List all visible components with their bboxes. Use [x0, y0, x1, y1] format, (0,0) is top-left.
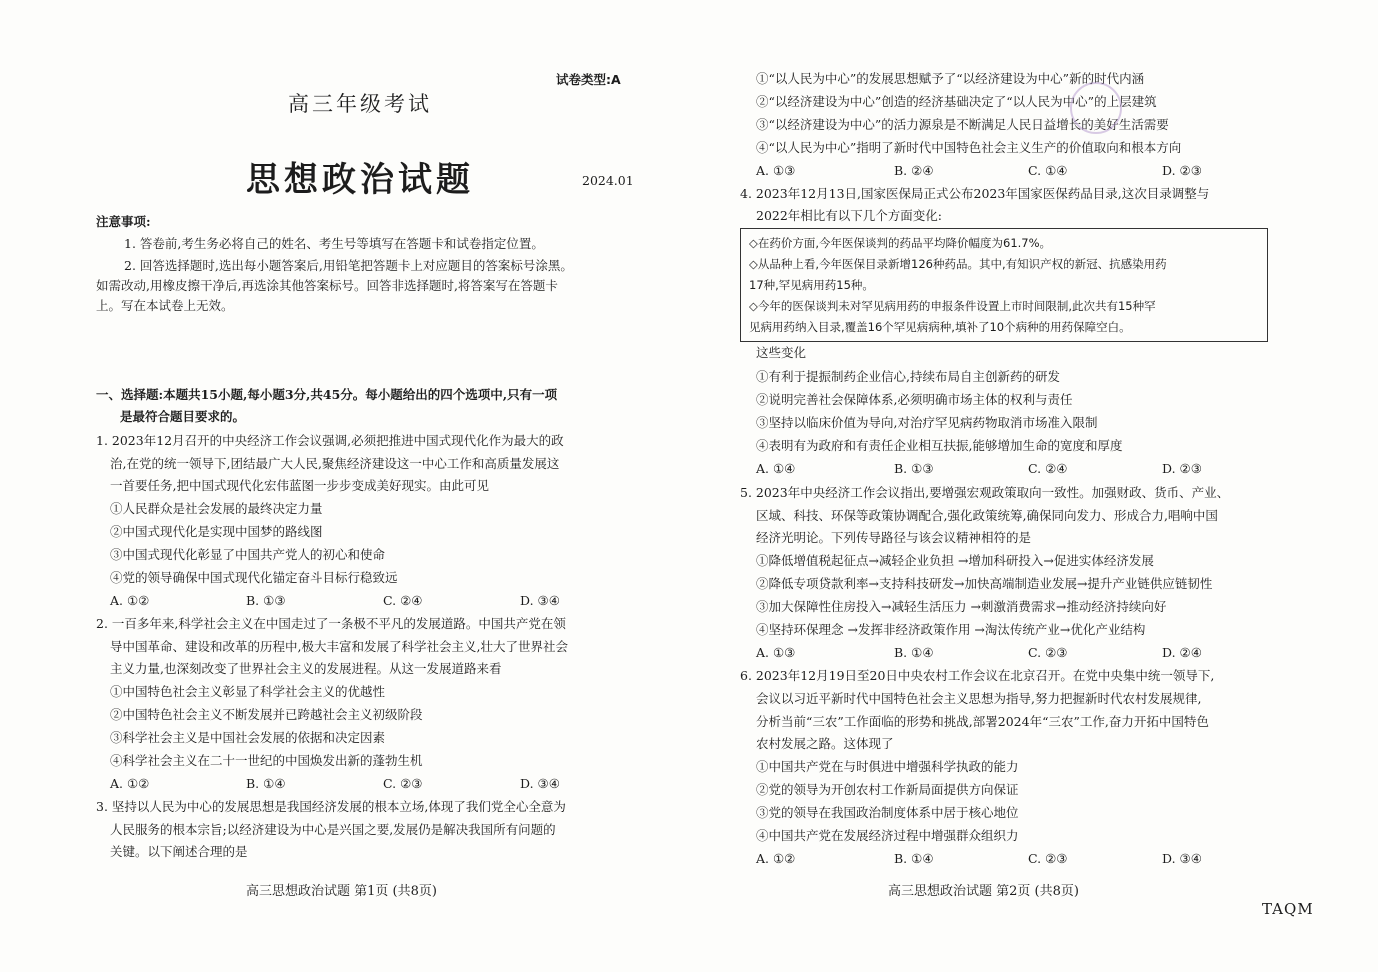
q3-item: ④“以人民为中心”指明了新时代中国特色社会主义生产的价值取向和根本方向 [756, 140, 1182, 155]
q5-item: ②降低专项贷款利率→支持科技研发→加快高端制造业发展→提升产业链供应链韧性 [756, 576, 1213, 591]
q2-stem: 导中国革命、建设和改革的历程中,极大丰富和发展了科学社会主义,壮大了世界社会 [110, 639, 568, 654]
q6-stem: 6. 2023年12月19日至20日中央农村工作会议在北京召开。在党中央集中统一领导下, [740, 668, 1215, 683]
q1-option-a[interactable]: A. ①② [110, 593, 150, 608]
section-heading: 是最符合题目要求的。 [120, 409, 246, 424]
q3-item: ①“以人民为中心”的发展思想赋予了“以经济建设为中心”新的时代内涵 [756, 71, 1145, 86]
q4-option-c[interactable]: C. ②④ [1028, 461, 1068, 476]
q1-item: ③中国式现代化彰显了中国共产党人的初心和使命 [110, 547, 386, 562]
q5-item: ④坚持环保理念 →发挥非经济政策作用 →淘汰传统产业→优化产业结构 [756, 622, 1146, 637]
q5-stem: 5. 2023年中央经济工作会议指出,要增强宏观政策取向一致性。加强财政、货币、产业、 [740, 485, 1230, 500]
q6-stem: 分析当前“三农”工作面临的形势和挑战,部署2024年“三农”工作,奋力开拓中国特色 [756, 714, 1209, 729]
q3-option-a[interactable]: A. ①③ [756, 163, 796, 178]
q6-item: ④中国共产党在发展经济过程中增强群众组织力 [756, 828, 1019, 843]
q6-stem: 会议以习近平新时代中国特色社会主义思想为指导,努力把握新时代农村发展规律, [756, 691, 1202, 706]
q4-box-line: 17种,罕见病用药15种。 [749, 278, 874, 292]
q5-option-a[interactable]: A. ①③ [756, 645, 796, 660]
q6-option-c[interactable]: C. ②③ [1028, 851, 1068, 866]
q5-option-c[interactable]: C. ②③ [1028, 645, 1068, 660]
page-footer: 高三思想政治试题 第2页 (共8页) [888, 884, 1079, 899]
q4-item: ①有利于提振制药企业信心,持续布局自主创新药的研发 [756, 369, 1060, 384]
q2-stem: 2. 一百多年来,科学社会主义在中国走过了一条极不平凡的发展道路。中国共产党在领 [96, 616, 566, 631]
q4-item: ②说明完善社会保障体系,必须明确市场主体的权利与责任 [756, 392, 1073, 407]
q3-item: ③“以经济建设为中心”的活力源泉是不断满足人民日益增长的美好生活需要 [756, 117, 1169, 132]
notice-line: 1. 答卷前,考生务必将自己的姓名、考生号等填写在答题卡和试卷指定位置。 [124, 236, 544, 251]
q4-option-b[interactable]: B. ①③ [894, 461, 934, 476]
q3-item: ②“以经济建设为中心”创造的经济基础决定了“以人民为中心”的上层建筑 [756, 94, 1157, 109]
q6-stem: 农村发展之路。这体现了 [756, 736, 894, 751]
q1-item: ④党的领导确保中国式现代化锚定奋斗目标行稳致远 [110, 570, 398, 585]
q2-option-d[interactable]: D. ③④ [520, 776, 560, 791]
q6-option-a[interactable]: A. ①② [756, 851, 796, 866]
q2-stem: 主义力量,也深刻改变了世界社会主义的发展进程。从这一发展道路来看 [110, 661, 502, 676]
scan-code: TAQM [1262, 900, 1314, 918]
faint-stamp-mark [1070, 82, 1122, 134]
q1-options [110, 592, 580, 610]
q4-lead: 这些变化 [756, 345, 807, 360]
q5-stem: 经济光明论。下列传导路径与该会议精神相符的是 [756, 530, 1032, 545]
q3-option-d[interactable]: D. ②③ [1162, 163, 1202, 178]
q2-options [110, 775, 580, 793]
q6-option-b[interactable]: B. ①④ [894, 851, 934, 866]
q1-option-c[interactable]: C. ②④ [383, 593, 423, 608]
q1-item: ①人民群众是社会发展的最终决定力量 [110, 501, 323, 516]
q1-option-b[interactable]: B. ①③ [246, 593, 286, 608]
q4-box-line: ◇从品种上看,今年医保目录新增126种药品。其中,有知识产权的新冠、抗感染用药 [749, 257, 1167, 271]
q1-stem: 一首要任务,把中国式现代化宏伟蓝图一步步变成美好现实。由此可见 [110, 478, 489, 493]
q3-stem: 人民服务的根本宗旨;以经济建设为中心是兴国之要,发展仍是解决我国所有问题的 [110, 822, 556, 837]
q6-item: ③党的领导在我国政治制度体系中居于核心地位 [756, 805, 1019, 820]
page-footer: 高三思想政治试题 第1页 (共8页) [246, 884, 437, 899]
q3-options [756, 162, 1276, 180]
q5-item: ③加大保障性住房投入→减轻生活压力 →刺激消费需求→推动经济持续向好 [756, 599, 1167, 614]
q1-stem: 治,在党的统一领导下,团结最广大人民,聚焦经济建设这一中心工作和高质量发展这 [110, 456, 560, 471]
q2-item: ①中国特色社会主义彰显了科学社会主义的优越性 [110, 684, 386, 699]
q2-item: ②中国特色社会主义不断发展并已跨越社会主义初级阶段 [110, 707, 423, 722]
q2-item: ④科学社会主义在二十一世纪的中国焕发出新的蓬勃生机 [110, 753, 423, 768]
q4-box-line: ◇在药价方面,今年医保谈判的药品平均降价幅度为61.7%。 [749, 236, 1052, 250]
q5-stem: 区域、科技、环保等政策协调配合,强化政策统筹,确保同向发力、形成合力,唱响中国 [756, 508, 1218, 523]
q4-item: ④表明有为政府和有责任企业相互扶振,能够增加生命的宽度和厚度 [756, 438, 1123, 453]
section-heading: 一、选择题:本题共15小题,每小题3分,共45分。每小题给出的四个选项中,只有一项 [96, 387, 558, 402]
q4-box-line: 见病用药纳入目录,覆盖16个罕见病病种,填补了10个病种的用药保障空白。 [749, 320, 1131, 334]
q6-option-d[interactable]: D. ③④ [1162, 851, 1202, 866]
q4-stem: 2022年相比有以下几个方面变化: [756, 208, 943, 223]
q6-options [756, 850, 1276, 868]
q4-options [756, 460, 1276, 478]
paper-type: 试卷类型:A [556, 72, 621, 87]
exam-name: 高三年级考试 [288, 92, 432, 116]
notice-line: 如需改动,用橡皮擦干净后,再选涂其他答案标号。回答非选择题时,将答案写在答题卡 [96, 278, 558, 293]
notice-line: 上。写在本试卷上无效。 [96, 298, 234, 313]
q6-item: ②党的领导为开创农村工作新局面提供方向保证 [756, 782, 1019, 797]
q4-box-line: ◇今年的医保谈判未对罕见病用药的申报条件设置上市时间限制,此次共有15种罕 [749, 299, 1156, 313]
q4-option-d[interactable]: D. ②③ [1162, 461, 1202, 476]
q5-options [756, 644, 1276, 662]
exam-date: 2024.01 [582, 173, 634, 188]
q2-option-b[interactable]: B. ①④ [246, 776, 286, 791]
q2-option-a[interactable]: A. ①② [110, 776, 150, 791]
q6-item: ①中国共产党在与时俱进中增强科学执政的能力 [756, 759, 1019, 774]
q4-material-box [740, 228, 1268, 342]
q5-option-b[interactable]: B. ①④ [894, 645, 934, 660]
notice-line: 2. 回答选择题时,选出每小题答案后,用铅笔把答题卡上对应题目的答案标号涂黑。 [124, 258, 573, 273]
q1-stem: 1. 2023年12月召开的中央经济工作会议强调,必须把推进中国式现代化作为最大的政 [96, 433, 564, 448]
exam-page-2 [740, 0, 1276, 972]
q3-option-b[interactable]: B. ②④ [894, 163, 934, 178]
q5-item: ①降低增值税起征点→减轻企业负担 →增加科研投入→促进实体经济发展 [756, 553, 1154, 568]
q2-item: ③科学社会主义是中国社会发展的依据和决定因素 [110, 730, 386, 745]
q3-option-c[interactable]: C. ①④ [1028, 163, 1068, 178]
subject-title: 思想政治试题 [246, 160, 474, 200]
q1-option-d[interactable]: D. ③④ [520, 593, 560, 608]
q3-stem: 关键。以下阐述合理的是 [110, 844, 248, 859]
q4-option-a[interactable]: A. ①④ [756, 461, 796, 476]
q1-item: ②中国式现代化是实现中国梦的路线图 [110, 524, 323, 539]
q5-option-d[interactable]: D. ②④ [1162, 645, 1202, 660]
notice-heading: 注意事项: [96, 214, 151, 229]
exam-page-1 [96, 0, 634, 972]
q3-stem: 3. 坚持以人民为中心的发展思想是我国经济发展的根本立场,体现了我们党全心全意为 [96, 799, 566, 814]
q4-item: ③坚持以临床价值为导向,对治疗罕见病药物取消市场准入限制 [756, 415, 1098, 430]
q2-option-c[interactable]: C. ②③ [383, 776, 423, 791]
q4-stem: 4. 2023年12月13日,国家医保局正式公布2023年国家医保药品目录,这次目录调整与 [740, 186, 1210, 201]
